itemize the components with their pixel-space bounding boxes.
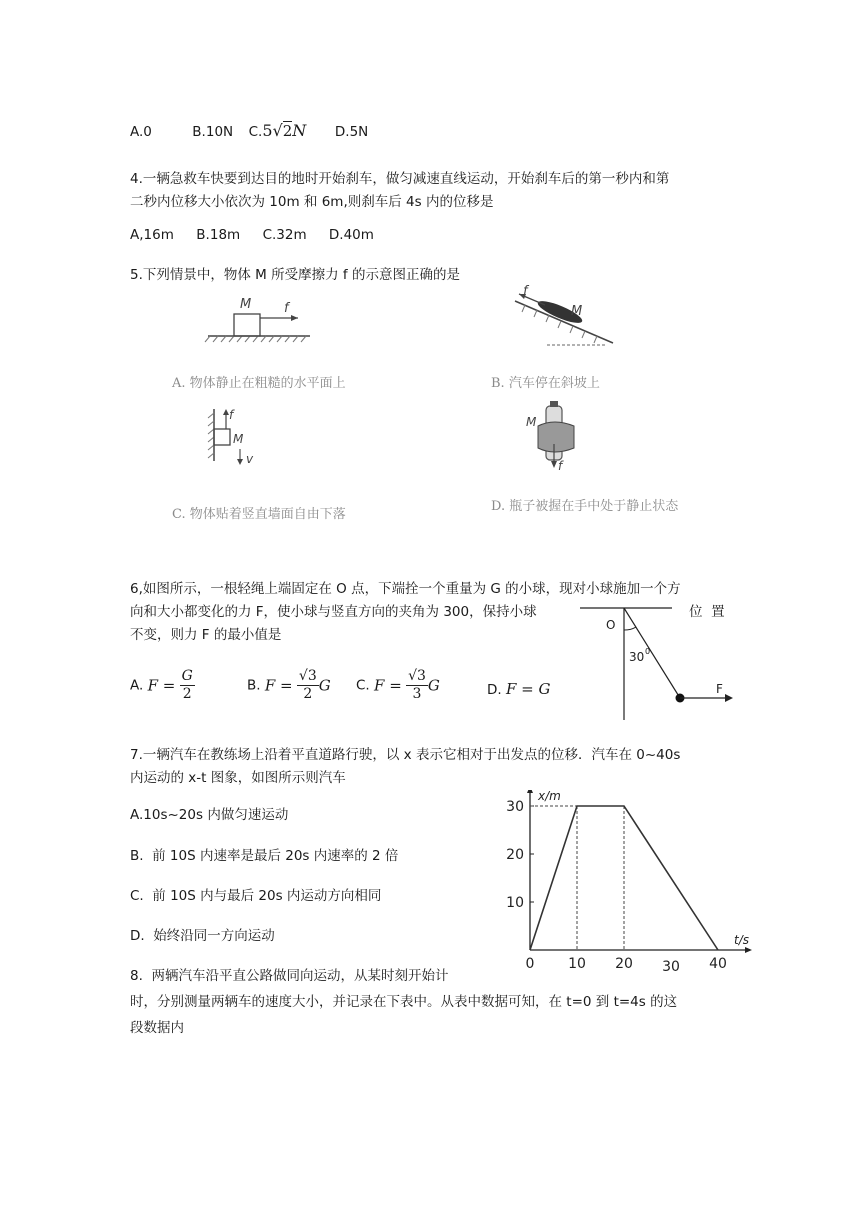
y-axis-arrow — [527, 790, 533, 793]
q5a-label-f: f — [284, 301, 289, 316]
y-axis-label: x/m — [538, 790, 561, 803]
q3-option-a: A.0 — [130, 124, 152, 140]
q7-line-2: 内运动的 x-t 图象，如图所示则汽车 — [130, 770, 346, 786]
q5c-label-f: f — [229, 408, 234, 422]
q7-option-b: B. 前 10S 内速率是最后 20s 内速率的 2 倍 — [130, 848, 399, 864]
q6-fig-label-F: F — [716, 682, 723, 696]
q5b-label-M: M — [571, 304, 583, 319]
q3-option-c — [249, 121, 331, 140]
q5-figure-c — [200, 405, 270, 467]
q5c-label-M: M — [233, 432, 244, 446]
q3-option-c-prefix: C. — [248, 124, 263, 140]
q7-option-d: D. 始终沿同一方向运动 — [130, 928, 275, 944]
x-tick-label: 40 — [709, 956, 727, 972]
q3-option-b: B.10N — [192, 124, 234, 140]
q6-line-2-tail: 位 置 — [689, 604, 725, 620]
q5-caption-b: B. 汽车停在斜坡上 — [491, 376, 600, 391]
q5b-label-f: f — [523, 285, 528, 299]
q6-option-a: A. F = $\frac{G}{2}$ — [130, 668, 193, 702]
q6-line-1: 6,如图所示，一根轻绳上端固定在 O 点，下端拴一个重量为 G 的小球，现对小球施加一个方 — [130, 581, 681, 597]
sqrt-symbol: √ — [272, 121, 283, 140]
q6-fig-label-angle: 30 — [629, 650, 645, 664]
q8-line-2: 时，分别测量两辆车的速度大小，并记录在下表中。从表中数据可知，在 t=0 到 t=4s 的这 — [130, 994, 678, 1010]
q7-option-a: A.10s~20s 内做匀速运动 — [130, 807, 289, 823]
x-tick-label: 10 — [568, 956, 586, 972]
y-tick-label: 20 — [506, 847, 524, 863]
y-tick-label: 10 — [506, 895, 524, 911]
q4-option-c: C.32m — [262, 227, 307, 243]
q5d-label-M: M — [526, 415, 537, 429]
q7-option-c: C. 前 10S 内与最后 20s 内运动方向相同 — [130, 888, 382, 904]
q4-line-1: 4.一辆急救车快要到达目的地时开始刹车，做匀减速直线运动，开始刹车后的第一秒内和第 — [130, 171, 670, 187]
q3-option-c-unit: N — [292, 121, 307, 140]
q5d-label-f: f — [558, 459, 563, 473]
q5c-label-v: v — [246, 452, 254, 466]
q5a-label-M: M — [240, 297, 252, 312]
q4-option-a: A,16m — [130, 227, 174, 243]
q5-caption-a: A. 物体静止在粗糙的水平面上 — [172, 376, 346, 391]
q6-line-3: 不变，则力 F 的最小值是 — [130, 627, 282, 643]
q6-figure — [575, 600, 740, 725]
y-tick-label: 30 — [506, 799, 524, 815]
q5-caption-d: D. 瓶子被握在手中处于静止状态 — [491, 499, 679, 514]
x-axis-arrow — [745, 947, 752, 953]
q3-options — [130, 121, 368, 140]
q4-option-b: B.18m — [196, 227, 241, 243]
q5-figure-b — [505, 285, 625, 353]
x-axis-label: t/s — [734, 933, 749, 947]
q6-line-2: 向和大小都变化的力 F，使小球与竖直方向的夹角为 300，保持小球 — [130, 604, 537, 620]
q6-fig-label-angle-sup: 0 — [645, 647, 651, 656]
q6-fig-label-O: O — [606, 618, 616, 632]
q3-option-d: D.5N — [334, 124, 369, 140]
q5-figure-d — [520, 400, 600, 480]
q8-line-1: 8. 两辆汽车沿平直公路做同向运动，从某时刻开始计 — [130, 968, 449, 984]
x-tick-label: 20 — [615, 956, 633, 972]
q5-stem: 5.下列情景中，物体 M 所受摩擦力 f 的示意图正确的是 — [130, 267, 460, 283]
xt-chart — [500, 790, 760, 980]
q5-figure-a — [200, 292, 320, 348]
q8-line-3: 段数据内 — [130, 1020, 184, 1036]
q7-line-1: 7.一辆汽车在教练场上沿着平直道路行驶，以 x 表示它相对于出发点的位移．汽车在 0~40s — [130, 747, 681, 763]
q4-options — [130, 227, 374, 243]
x-tick-label: 0 — [525, 956, 535, 972]
q6-option-c: C. F = $\frac{√3}{3}$ G — [356, 668, 440, 702]
q3-option-c-coef: 5 — [262, 121, 273, 140]
q6-option-b: B. F = $\frac{√3}{2}$ G — [247, 668, 331, 702]
q6-option-d: D. F = G — [487, 680, 551, 698]
q4-option-d: D.40m — [328, 227, 374, 243]
q4-line-2: 二秒内位移大小依次为 10m 和 6m,则刹车后 4s 内的位移是 — [130, 194, 494, 210]
q5-caption-c: C. 物体贴着竖直墙面自由下落 — [172, 507, 346, 522]
x-tick-label: 30 — [662, 959, 680, 975]
q6-options — [130, 668, 570, 718]
q3-option-c-radicand: 2 — [282, 122, 293, 140]
